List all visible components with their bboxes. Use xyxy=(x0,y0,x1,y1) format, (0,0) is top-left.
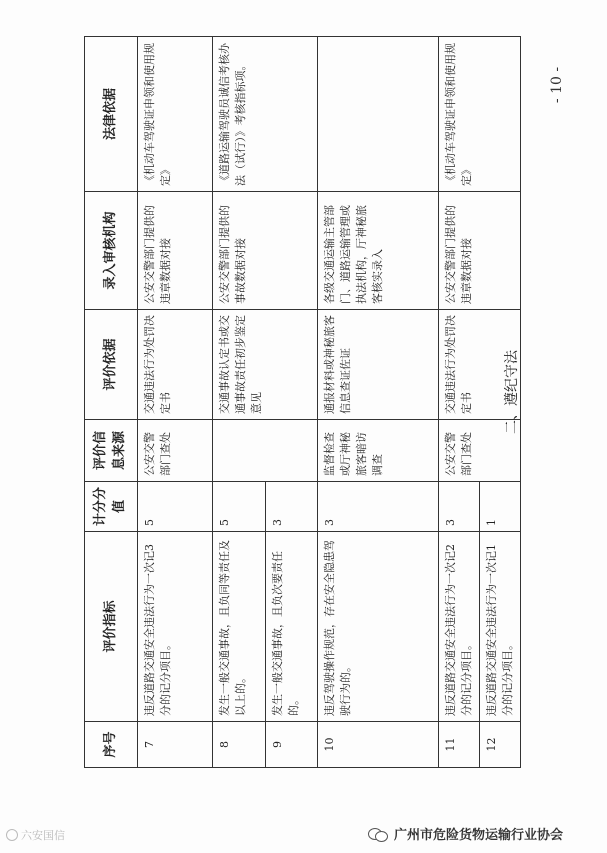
row-auditor: 公安交警部门提供的违章数据对接 xyxy=(438,192,520,310)
row-score: 3 xyxy=(265,482,317,532)
table-row xyxy=(138,37,213,768)
row-auditor: 各级交通运输主管部门、道路运输管理或执法机构，厅神秘旅客核实录入 xyxy=(318,192,439,310)
row-law: 《机动车驾驶证申领和使用规定》 xyxy=(438,37,520,192)
row-no: 7 xyxy=(138,722,213,768)
header-basis: 评价依据 xyxy=(85,310,138,420)
section-title: 二、遵纪守法 xyxy=(504,350,520,434)
row-no: 9 xyxy=(265,722,317,768)
header-law: 法律依据 xyxy=(85,37,138,192)
page-number: - 10 - xyxy=(549,66,565,104)
evaluation-table xyxy=(84,36,521,768)
header-score: 计分分值 xyxy=(85,482,138,532)
row-law xyxy=(318,37,439,192)
row-auditor: 公安交警部门提供的违章数据对接 xyxy=(138,192,213,310)
row-indicator: 违反驾驶操作规范，存在安全隐患驾驶行为的。 xyxy=(318,532,439,722)
row-law: 《机动车驾驶证申领和使用规定》 xyxy=(138,37,213,192)
row-indicator: 发生一般交通事故，且负次要责任的。 xyxy=(265,532,317,722)
row-score: 5 xyxy=(213,482,265,532)
row-source: 公安交警部门查处 xyxy=(438,420,520,482)
watermark-right-text: 广州市危险货物运输行业协会 xyxy=(394,828,564,843)
table-header-row xyxy=(85,37,138,768)
row-no: 12 xyxy=(479,722,520,768)
row-score: 3 xyxy=(438,482,479,532)
row-no: 11 xyxy=(438,722,479,768)
row-indicator: 违反道路交通安全违法行为一次记2分的记分项目。 xyxy=(438,532,479,722)
row-no: 10 xyxy=(318,722,439,768)
row-score: 1 xyxy=(479,482,520,532)
row-auditor: 公安交警部门提供的事故数据对接 xyxy=(213,192,318,310)
row-no: 8 xyxy=(213,722,265,768)
row-indicator: 违反道路交通安全违法行为一次记1分的记分项目。 xyxy=(479,532,520,722)
row-source: 公安交警部门查处 xyxy=(138,420,213,482)
watermark-left-text: 六安国信 xyxy=(21,829,65,842)
row-indicator: 违反道路交通安全违法行为一次记3分的记分项目。 xyxy=(138,532,213,722)
watermark-logo-icon xyxy=(6,829,18,841)
header-no: 序号 xyxy=(85,722,138,768)
table-row xyxy=(213,37,265,768)
rotated-table-wrapper xyxy=(84,37,521,768)
header-source: 评价信息来源 xyxy=(85,420,138,482)
row-indicator: 发生一般交通事故，且负同等责任及以上的。 xyxy=(213,532,265,722)
row-basis: 交通违法行为处罚决定书 xyxy=(438,310,520,420)
row-score: 3 xyxy=(318,482,439,532)
row-source xyxy=(213,420,318,482)
table-row xyxy=(438,37,479,768)
watermark-right xyxy=(368,824,563,843)
header-indicator: 评价指标 xyxy=(85,532,138,722)
table-row xyxy=(318,37,439,768)
watermark-left xyxy=(6,827,65,843)
row-basis: 交通事故认定书或交通事故责任初步鉴定意见 xyxy=(213,310,318,420)
row-score: 5 xyxy=(138,482,213,532)
header-auditor: 录入审核机构 xyxy=(85,192,138,310)
row-source: 监督检查或厅神秘旅客暗访调查 xyxy=(318,420,439,482)
row-law: 《道路运输驾驶员诚信考核办法（试行）》考核指标项。 xyxy=(213,37,318,192)
row-basis: 交通违法行为处罚决定书 xyxy=(138,310,213,420)
wechat-icon xyxy=(368,826,388,842)
row-basis: 通报材料或神秘旅客信息查证佐证 xyxy=(318,310,439,420)
